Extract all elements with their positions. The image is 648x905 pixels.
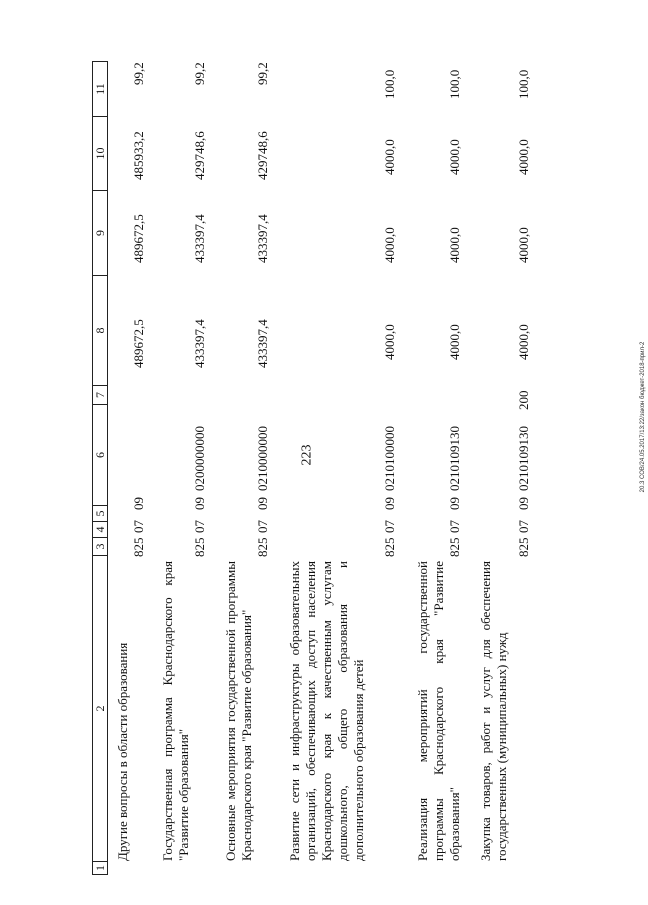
header-col-5: 5 [92,505,108,522]
row-3-c4: 07 [255,520,270,533]
row-6-c3: 825 [516,537,531,557]
row-1-c8: 489672,5 [131,319,146,368]
header-col-7: 7 [92,385,108,405]
row-6-c10: 4000,0 [516,139,531,175]
row-2-c9: 433397,4 [192,214,207,263]
row-3-desc: Основные мероприятия государственной программы Краснодарского края "Развитие образования" [223,561,254,861]
row-5-c9: 4000,0 [447,227,462,263]
row-4-c10: 4000,0 [382,139,397,175]
row-6-c9: 4000,0 [516,227,531,263]
row-3-c11: 99,2 [255,62,270,85]
row-4-c5: 09 [382,497,397,510]
row-5-c11: 100,0 [447,69,462,99]
header-col-2: 2 [92,555,108,862]
row-1-c11: 99,2 [131,62,146,85]
row-3-c10: 429748,6 [255,131,270,180]
row-6-c7: 200 [516,390,531,410]
row-5-desc: Реализация мероприятий государственной программы Краснодарского края "Развитие образования" [415,561,462,861]
row-3-c6: 0210000000 [255,426,270,491]
row-1-c4: 07 [131,520,146,533]
footer-note: 20.3 СОВ/24.05.2017/13:22/закон бюджет-2018-прил-2 [640,341,646,493]
row-1-c10: 485933,2 [131,131,146,180]
page-number: 223 [299,444,315,466]
row-1-c5: 09 [131,497,146,510]
row-2-c4: 07 [192,520,207,533]
row-1-desc: Другие вопросы в области образования [115,642,130,861]
row-4-c11: 100,0 [382,69,397,99]
row-1-c3: 825 [131,537,146,557]
row-6-c6: 0210109130 [516,426,531,491]
header-col-6: 6 [92,404,108,506]
row-3-c8: 433397,4 [255,319,270,368]
header-col-8: 8 [92,275,108,386]
row-2-c5: 09 [192,497,207,510]
header-col-3: 3 [92,537,108,556]
row-6-desc: Закупка товаров, работ и услуг для обеспечения государственных (муниципальных) нужд [478,561,509,861]
row-2-c6: 0200000000 [192,426,207,491]
row-5-c4: 07 [447,520,462,533]
header-col-4: 4 [92,521,108,538]
row-5-c8: 4000,0 [447,324,462,360]
row-2-c3: 825 [192,537,207,557]
row-4-c9: 4000,0 [382,227,397,263]
header-col-1: 1 [92,861,108,875]
row-2-c10: 429748,6 [192,131,207,180]
header-col-11: 11 [92,61,108,117]
row-3-c3: 825 [255,537,270,557]
row-4-c8: 4000,0 [382,324,397,360]
row-2-c11: 99,2 [192,62,207,85]
row-4-c3: 825 [382,537,397,557]
header-col-10: 10 [92,116,108,191]
row-3-c9: 433397,4 [255,214,270,263]
row-6-c8: 4000,0 [516,324,531,360]
row-6-c5: 09 [516,497,531,510]
row-1-c9: 489672,5 [131,214,146,263]
row-4-desc: Развитие сети и инфраструктуры образовательных организаций, обеспечивающих доступ населения Краснодарского края к качественным услугам дошкольного, общего образования и дополнительного образования детей [287,561,366,861]
row-3-c5: 09 [255,497,270,510]
row-5-c5: 09 [447,497,462,510]
row-5-c6: 0210109130 [447,426,462,491]
row-2-desc: Государственная программа Краснодарского края "Развитие образования" [160,561,191,861]
row-6-c4: 07 [516,520,531,533]
budget-table [92,61,544,875]
row-4-c4: 07 [382,520,397,533]
row-2-c8: 433397,4 [192,319,207,368]
row-6-c11: 100,0 [516,69,531,99]
table-grid [92,61,544,875]
row-5-c3: 825 [447,537,462,557]
row-4-c6: 0210100000 [382,426,397,491]
row-5-c10: 4000,0 [447,139,462,175]
header-col-9: 9 [92,190,108,276]
